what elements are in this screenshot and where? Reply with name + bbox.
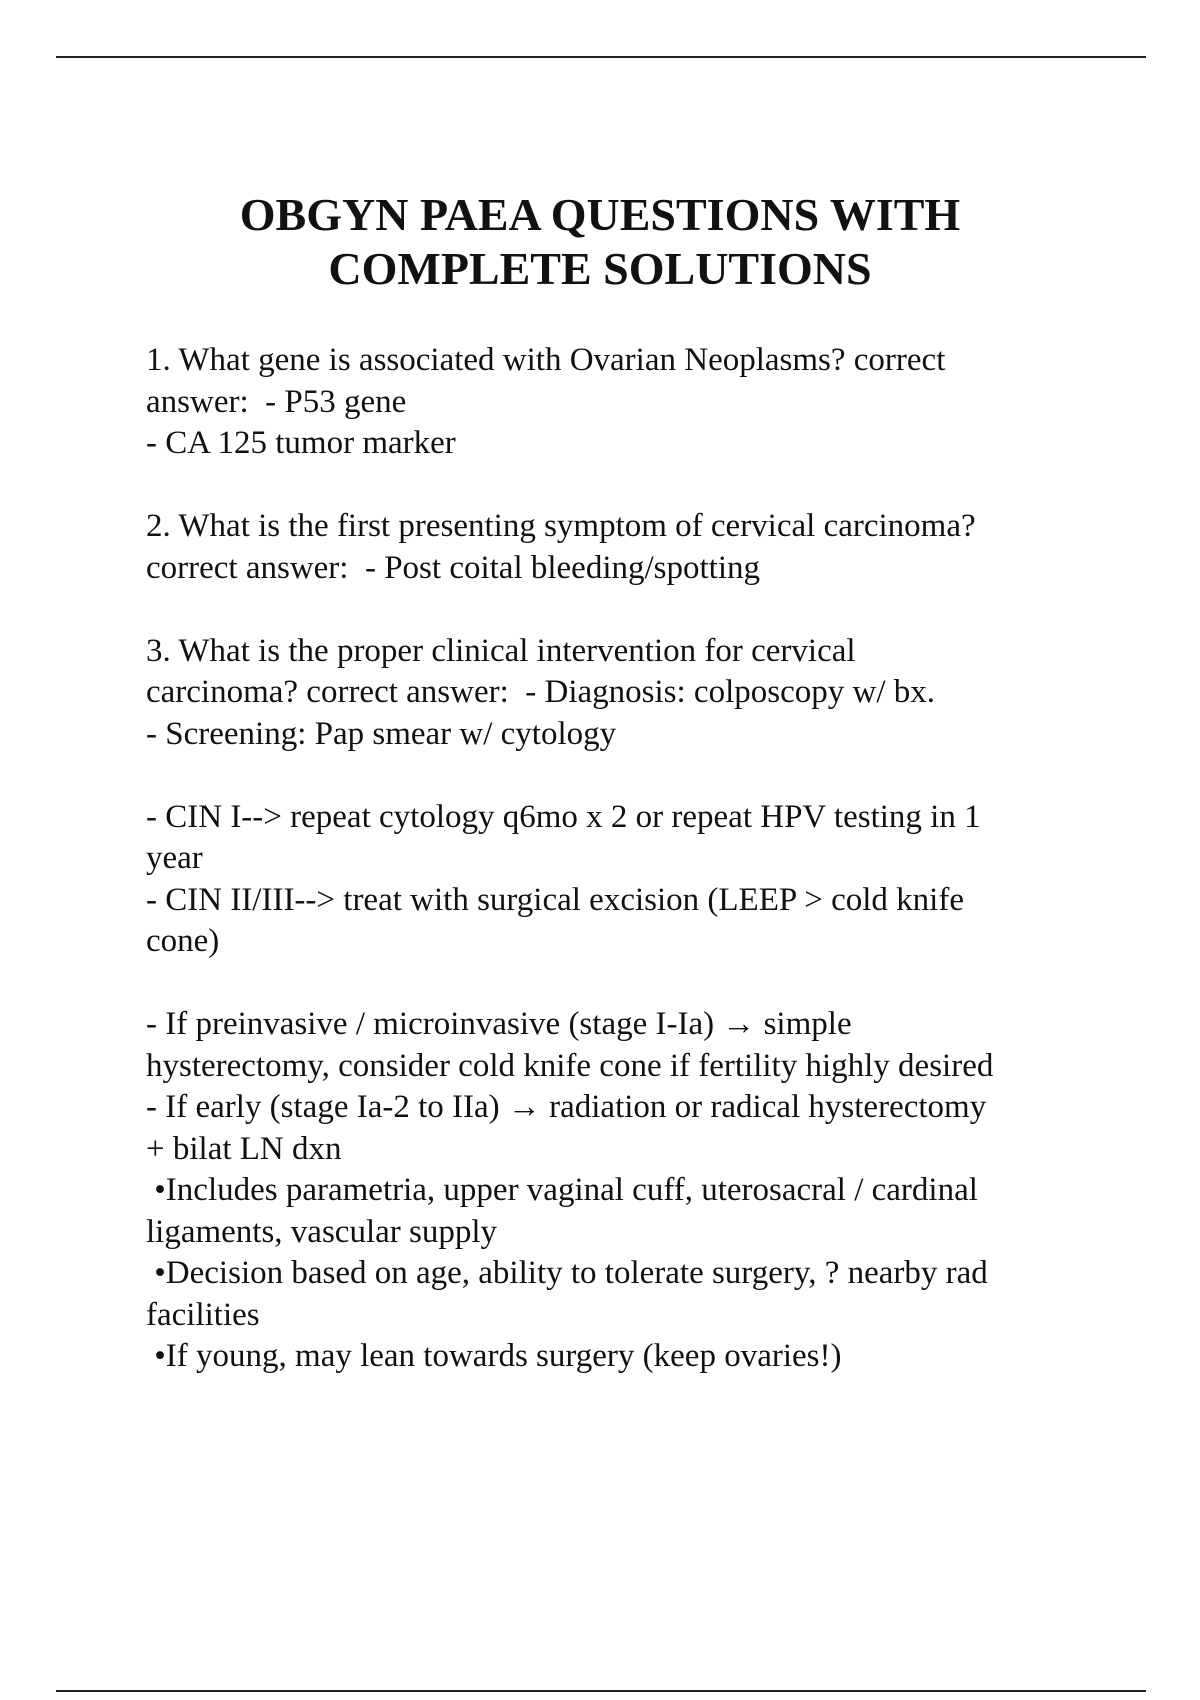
bullet-line: •If young, may lean towards surgery (keep ovaries!) <box>146 1338 842 1374</box>
text-line: - If preinvasive / microinvasive (stage I-Ia) → simple <box>146 1006 852 1042</box>
cin-management <box>146 797 1106 963</box>
text-line: ligaments, vascular supply <box>146 1213 498 1250</box>
text-line: hysterectomy, consider cold knife cone if fertility highly desired <box>146 1047 994 1084</box>
text-line: correct answer: - Post coital bleeding/spotting <box>146 549 761 586</box>
top-divider <box>56 56 1146 58</box>
text-line: - CA 125 tumor marker <box>146 425 456 461</box>
text-line: - CIN II/III--> treat with surgical excision (LEEP > cold knife <box>146 881 964 918</box>
text-line: 2. What is the first presenting symptom of cervical carcinoma? <box>146 508 976 544</box>
text-line: - If early (stage Ia-2 to IIa) → radiation or radical hysterectomy <box>146 1089 987 1125</box>
question-1 <box>146 340 1106 465</box>
document-body <box>146 340 1106 1419</box>
text-line: cone) <box>146 923 220 959</box>
bullet-line: •Decision based on age, ability to tolerate surgery, ? nearby rad <box>146 1255 988 1291</box>
page-title <box>120 188 1080 296</box>
title-line: OBGYN PAEA QUESTIONS WITH <box>239 189 961 240</box>
bottom-divider <box>56 1690 1146 1692</box>
text-line: year <box>146 840 203 876</box>
text-line: - Screening: Pap smear w/ cytology <box>146 715 617 752</box>
stage-management <box>146 1004 1106 1378</box>
text-line: 1. What gene is associated with Ovarian Neoplasms? correct <box>146 342 946 378</box>
text-line: 3. What is the proper clinical intervention for cervical <box>146 632 856 669</box>
text-line: facilities <box>146 1296 260 1333</box>
question-3 <box>146 631 1106 756</box>
text-line: answer: - P53 gene <box>146 383 407 420</box>
title-line: COMPLETE SOLUTIONS <box>328 243 872 294</box>
text-line: + bilat LN dxn <box>146 1130 342 1167</box>
question-2 <box>146 506 1106 589</box>
text-line: carcinoma? correct answer: - Diagnosis: colposcopy w/ bx. <box>146 674 935 710</box>
text-line: - CIN I--> repeat cytology q6mo x 2 or repeat HPV testing in 1 <box>146 798 981 835</box>
bullet-line: •Includes parametria, upper vaginal cuff, uterosacral / cardinal <box>146 1172 978 1208</box>
